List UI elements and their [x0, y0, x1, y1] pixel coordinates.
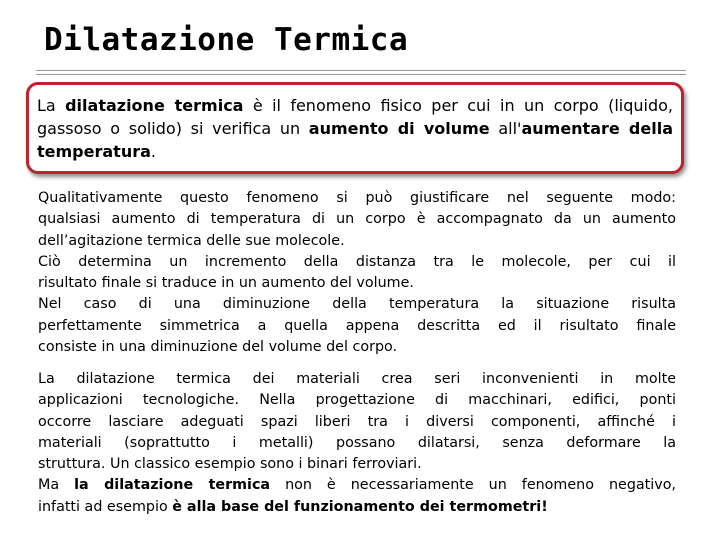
- definition-box: [26, 82, 684, 174]
- paragraph-line: dell’agitazione termica delle sue molecole.: [38, 232, 345, 249]
- definition-highlight-volume: aumento di volume: [308, 119, 490, 138]
- paragraph-line: Ma la dilatazione termica non è necessariamente un fenomeno negativo,: [38, 477, 676, 494]
- paragraph-line: La dilatazione termica dei materiali crea seri inconvenienti in molte: [38, 371, 676, 387]
- bold-term-dilatazione: la dilatazione termica: [74, 477, 271, 494]
- title-divider-bottom: [36, 74, 686, 75]
- definition-highlight-temperature: aumentare della temperatura: [37, 119, 673, 161]
- paragraph-explanation: [38, 188, 676, 358]
- paragraph-line: materiali (soprattutto i metalli) possano dilatarsi, senza deformare la: [38, 434, 676, 451]
- paragraph-line: Ciò determina un incremento della distanza tra le molecole, per cui il: [38, 253, 676, 270]
- paragraph-line: risultato finale si traduce in un aumento del volume.: [38, 275, 414, 292]
- definition-term: dilatazione termica: [65, 96, 244, 115]
- paragraph-applications: [38, 369, 676, 518]
- slide-title: Dilatazione Termica: [44, 22, 409, 58]
- paragraph-line: perfettamente simmetrica a quella appena descritta ed il risultato finale: [38, 317, 676, 334]
- paragraph-line: qualsiasi aumento di temperatura di un corpo è accompagnato da un aumento: [38, 211, 676, 228]
- paragraph-line: consiste in una diminuzione del volume del corpo.: [38, 339, 398, 356]
- definition-text: La dilatazione termica è il fenomeno fisico per cui in un corpo (liquido, gassoso o solido) si verifica un aumento di volume all'aumentare della temperatura.: [37, 96, 673, 161]
- paragraph-line: occorre lasciare adeguati spazi liberi tra i diversi componenti, affinché i: [38, 413, 676, 430]
- paragraph-line: applicazioni tecnologiche. Nella progettazione di macchinari, edifici, ponti: [38, 392, 676, 409]
- paragraph-line: infatti ad esempio è alla base del funzionamento dei termometri!: [38, 498, 548, 515]
- paragraph-line: struttura. Un classico esempio sono i binari ferroviari.: [38, 456, 422, 473]
- bold-termometri: è alla base del funzionamento dei termometri!: [172, 498, 548, 515]
- paragraph-line: Qualitativamente questo fenomeno si può giustificare nel seguente modo:: [38, 190, 676, 206]
- paragraph-line: Nel caso di una diminuzione della temperatura la situazione risulta: [38, 296, 676, 313]
- title-divider-top: [36, 70, 686, 71]
